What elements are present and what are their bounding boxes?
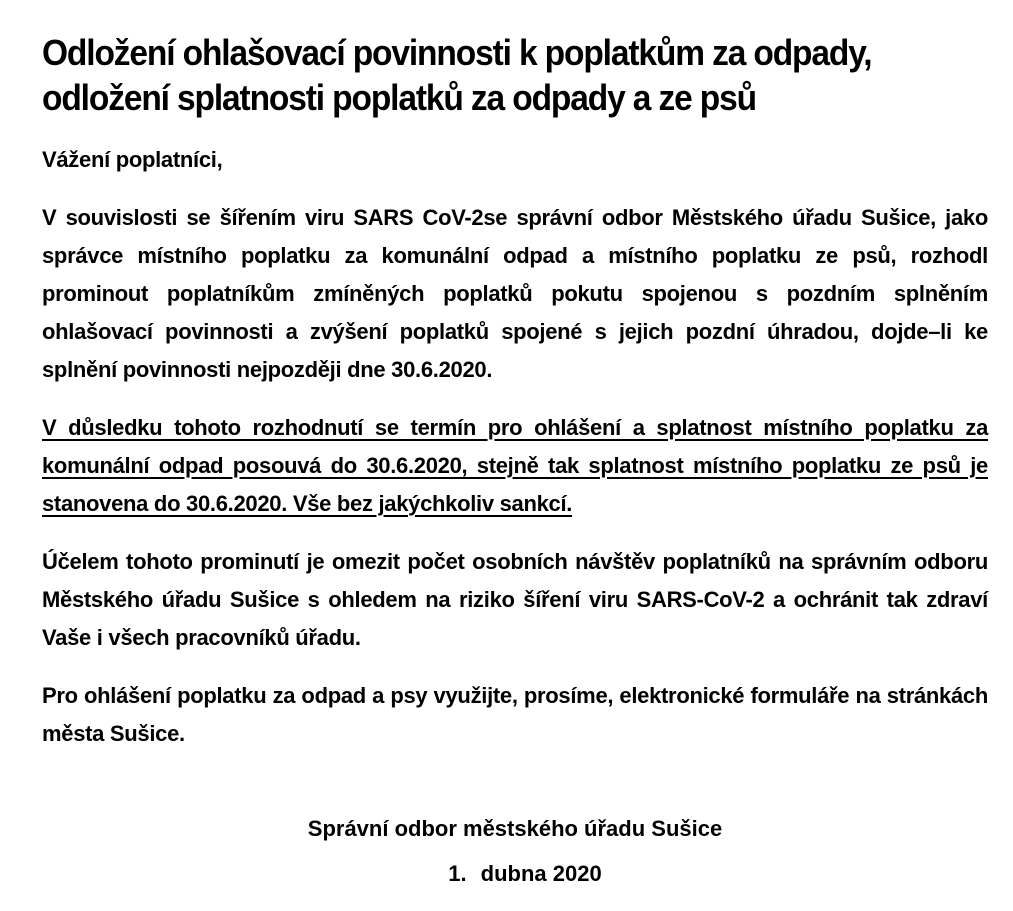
- notice-document: [42, 0, 988, 753]
- date-number: 1.: [448, 861, 467, 886]
- paragraph-forms: Pro ohlášení poplatku za odpad a psy využijte, prosíme, elektronické formuláře na stránkách města Sušice.: [42, 683, 988, 746]
- paragraph-deadline: V důsledku tohoto rozhodnutí se termín pro ohlášení a splatnost místního poplatku za komunální odpad posouvá do 30.6.2020, stejně tak splatnost místního poplatku ze psů je stanovena do 30.6.2020. Vše bez jakýchkoliv sankcí.: [42, 415, 988, 516]
- page-title: [42, 0, 991, 120]
- greeting: Vážení poplatníci,: [42, 147, 223, 172]
- signature-office: Správní odbor městského úřadu Sušice: [307, 816, 723, 841]
- title-line-2: odložení splatnosti poplatků za odpady a ze psů: [42, 77, 756, 118]
- signature-date: [42, 855, 988, 893]
- title-line-1: Odložení ohlašovací povinnosti k poplatkům za odpady,: [42, 32, 872, 73]
- paragraph-decision: V souvislosti se šířením viru SARS CoV-2se správní odbor Městského úřadu Sušice, jako správce místního poplatku za komunální odpad a místního poplatku ze psů, rozhodl prominout poplatníkům zmíněných poplatků pokutu spojenou s pozdním splněním ohlašovací povinnosti a zvýšení poplatků spojené s jejich pozdní úhradou, dojde–li ke splnění povinnosti nejpozději dne 30.6.2020.: [42, 205, 988, 382]
- paragraph-purpose: Účelem tohoto prominutí je omezit počet osobních návštěv poplatníků na správním odboru Městského úřadu Sušice s ohledem na riziko šíření viru SARS-CoV-2 a ochránit tak zdraví Vaše i všech pracovníků úřadu.: [42, 549, 988, 650]
- date-text: dubna 2020: [480, 861, 602, 886]
